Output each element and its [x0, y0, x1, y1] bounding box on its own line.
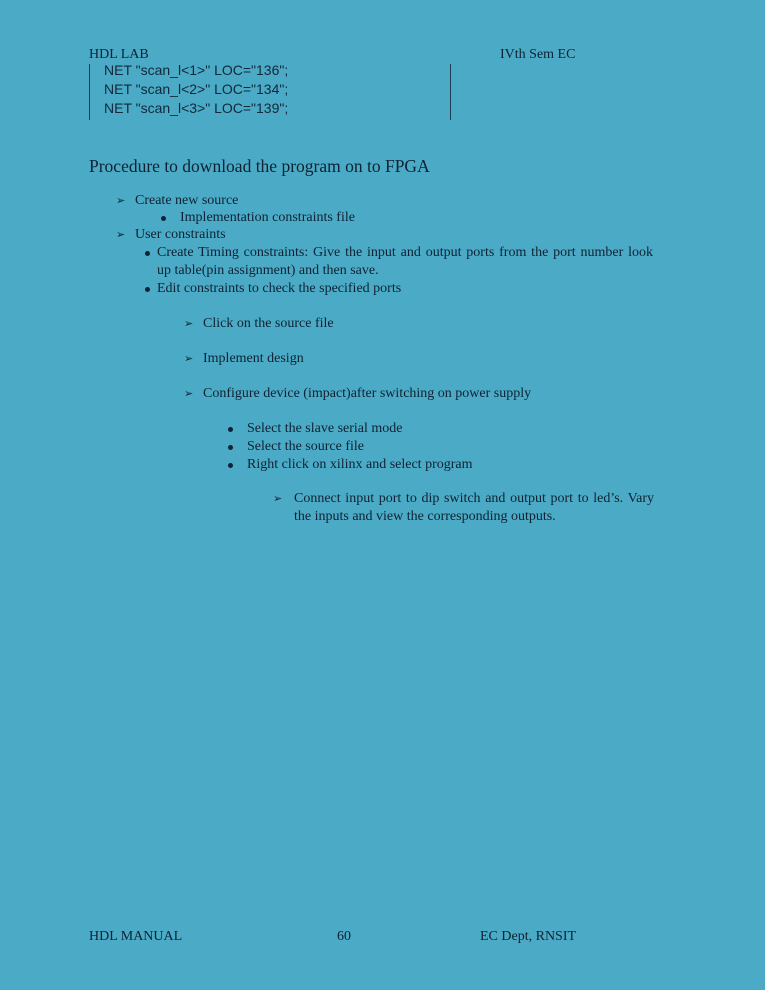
bullet-icon — [228, 463, 233, 468]
arrow-bullet-icon: ➢ — [273, 492, 283, 505]
code-line: NET "scan_l<2>" LOC="134"; — [104, 81, 289, 97]
arrow-bullet-icon: ➢ — [116, 228, 126, 241]
bullet-icon — [145, 287, 150, 292]
section-heading: Procedure to download the program on to FPGA — [89, 156, 430, 176]
code-line: NET "scan_l<3>" LOC="139"; — [104, 100, 289, 116]
arrow-bullet-icon: ➢ — [184, 317, 194, 330]
code-line: NET "scan_l<1>" LOC="136"; — [104, 62, 289, 78]
page-number: 60 — [337, 929, 351, 944]
bullet-icon — [228, 427, 233, 432]
bullet-icon — [145, 251, 150, 256]
footer-left: HDL MANUAL — [89, 929, 183, 944]
step-right-click-xilinx: Right click on xilinx and select program — [247, 457, 473, 472]
header-left: HDL LAB — [89, 47, 149, 62]
step-implementation-constraints-file: Implementation constraints file — [180, 210, 355, 225]
bullet-icon — [161, 216, 166, 221]
step-implement-design: Implement design — [203, 351, 304, 366]
step-edit-constraints: Edit constraints to check the specified ports — [157, 281, 402, 296]
code-block — [89, 64, 451, 120]
arrow-bullet-icon: ➢ — [184, 352, 194, 365]
step-connect-ports: Connect input port to dip switch and output port to led’s. Vary the inputs and view the corresponding outputs. — [294, 491, 654, 524]
step-select-slave-serial: Select the slave serial mode — [247, 421, 403, 436]
step-click-source-file: Click on the source file — [203, 316, 334, 331]
step-select-source-file: Select the source file — [247, 439, 365, 454]
header-right: IVth Sem EC — [500, 47, 576, 62]
arrow-bullet-icon: ➢ — [116, 194, 126, 207]
step-configure-device: Configure device (impact)after switching on power supply — [203, 386, 532, 401]
step-user-constraints: User constraints — [135, 227, 226, 242]
arrow-bullet-icon: ➢ — [184, 387, 194, 400]
footer-right: EC Dept, RNSIT — [480, 929, 577, 944]
step-create-new-source: Create new source — [135, 193, 239, 208]
bullet-icon — [228, 445, 233, 450]
step-create-timing-constraints: Create Timing constraints: Give the input and output ports from the port number look up table(pin assignment) and then save. — [157, 245, 653, 278]
